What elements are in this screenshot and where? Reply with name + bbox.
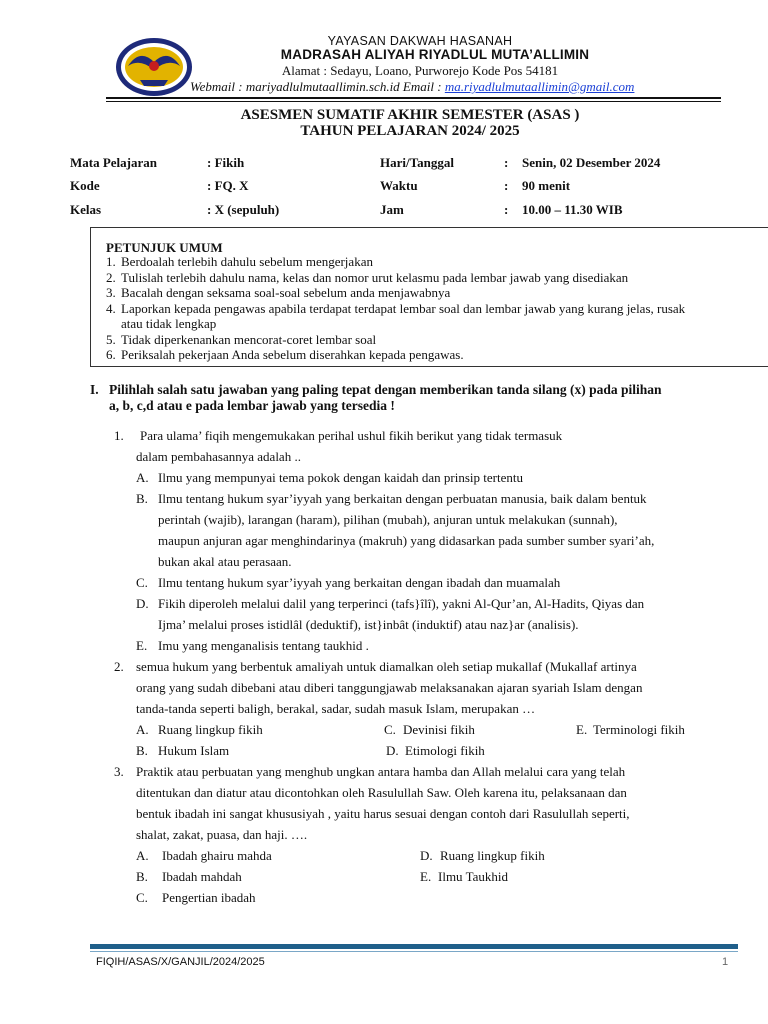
list-item: 5. Tidak diperkenankan mencorat-coret lembar soal xyxy=(106,331,377,347)
instructions-list xyxy=(106,254,768,363)
list-item: 1. Berdoalah terlebih dahulu sebelum mengerjakan xyxy=(106,254,373,269)
list-item: 6. Periksalah pekerjaan Anda sebelum diserahkan kepada pengawas. xyxy=(106,347,464,362)
option-text: Ilmu tentang hukum syar’iyyah yang berkaitan dengan ibadah dan muamalah xyxy=(158,575,561,590)
footer-line xyxy=(90,951,738,952)
question-3-text-line: ditentukan dan diatur atau dicontohkan oleh Rasulullah Saw. Oleh karena itu, pelaksanaan dan xyxy=(136,785,627,800)
list-item: atau tidak lengkap xyxy=(121,316,217,331)
option-text: Hukum Islam xyxy=(158,743,230,758)
option-letter: A. xyxy=(136,470,149,485)
exam-title: ASESMEN SUMATIF AKHIR SEMESTER (ASAS ) xyxy=(240,107,580,123)
question-3-text-line: bentuk ibadah ini sangat khususiyah , yaitu harus sesuai dengan contoh dari Rasulullah seperti, xyxy=(136,806,630,821)
question-2-text-line: orang yang sudah dibebani atau diberi tanggungjawab melaksanakan ajaran syariah Islam dengan xyxy=(136,680,643,695)
section-number: I. xyxy=(90,382,99,397)
school-logo xyxy=(114,36,194,98)
option-text: Ilmu yang mempunyai tema pokok dengan kaidah dan prinsip tertentu xyxy=(158,470,523,485)
info-value-time: 10.00 – 11.30 WIB xyxy=(522,202,623,217)
info-label-date: Hari/Tanggal xyxy=(380,155,454,170)
option-text: Ruang lingkup fikih xyxy=(440,848,545,863)
footer-bar xyxy=(90,944,738,949)
question-1-text-line: dalam pembahasannya adalah .. xyxy=(136,449,301,464)
option-text: Terminologi fikih xyxy=(593,722,685,737)
page-number: 1 xyxy=(722,956,729,968)
info-label-class: Kelas xyxy=(70,202,102,217)
option-text: maupun anjuran agar menghindarinya (makruh) yang didasarkan pada sumber sumber syari’ah, xyxy=(158,533,655,548)
question-3-number: 3. xyxy=(114,764,124,779)
info-value-duration: 90 menit xyxy=(522,178,571,193)
option-letter: B. xyxy=(136,869,148,884)
info-value-class: : X (sepuluh) xyxy=(207,202,280,217)
question-1-text-line: Para ulama’ fiqih mengemukakan perihal ushul fikih berikut yang tidak termasuk xyxy=(140,428,563,443)
email-link[interactable]: ma.riyadlulmutaallimin@gmail.com xyxy=(444,79,635,94)
school-contact xyxy=(190,79,730,95)
info-label-duration: Waktu xyxy=(380,178,418,193)
option-letter: B. xyxy=(136,743,148,758)
contact-prefix: Webmail : mariyadlulmutaallimin.sch.id Email : xyxy=(190,79,445,94)
info-label-time: Jam xyxy=(380,202,404,217)
footer-document-code: FIQIH/ASAS/X/GANJIL/2024/2025 xyxy=(96,956,265,968)
option-text: perintah (wajib), larangan (haram), pilihan (mubah), anjuran untuk melakukan (sunnah), xyxy=(158,512,618,527)
info-colon-time: : xyxy=(504,202,509,217)
option-text: Ibadah mahdah xyxy=(162,869,242,884)
option-text: Devinisi fikih xyxy=(403,722,475,737)
option-letter: D. xyxy=(136,596,149,611)
list-item: 3. Bacalah dengan seksama soal-soal sebelum anda menjawabnya xyxy=(106,285,451,300)
school-address: Alamat : Sedayu, Loano, Purworejo Kode Pos 54181 xyxy=(281,63,559,78)
option-letter: E. xyxy=(576,722,588,737)
option-letter: C. xyxy=(136,575,148,590)
question-2-number: 2. xyxy=(114,659,124,674)
option-letter: C. xyxy=(384,722,396,737)
info-colon-date: : xyxy=(504,155,509,170)
academic-year: TAHUN PELAJARAN 2024/ 2025 xyxy=(300,123,520,139)
option-letter: A. xyxy=(136,722,149,737)
option-text: Pengertian ibadah xyxy=(162,890,256,905)
option-letter: B. xyxy=(136,491,148,506)
option-text: Ruang lingkup fikih xyxy=(158,722,263,737)
option-letter: A. xyxy=(136,848,149,863)
option-letter: D. xyxy=(420,848,433,863)
list-item: 2. Tulislah terlebih dahulu nama, kelas dan nomor urut kelasmu pada lembar jawab yang disediakan xyxy=(106,269,629,285)
question-2-text-line: tanda-tanda seperti baligh, berakal, sadar, sudah masuk Islam, merupakan … xyxy=(136,701,536,716)
option-letter: E. xyxy=(420,869,432,884)
info-label-subject: Mata Pelajaran xyxy=(70,155,158,170)
header-divider-thin xyxy=(106,101,721,102)
section-heading xyxy=(90,382,750,414)
question-2-text-line: semua hukum yang berbentuk amaliyah untuk diamalkan oleh setiap mukallaf (Mukallaf artinya xyxy=(136,659,637,674)
option-text: Ilmu tentang hukum syar’iyyah yang berkaitan dengan perbuatan manusia, baik dalam bentuk xyxy=(158,491,647,506)
foundation-name: YAYASAN DAKWAH HASANAH xyxy=(327,34,513,48)
school-name: MADRASAH ALIYAH RIYADLUL MUTA’ALLIMIN xyxy=(280,47,590,62)
info-label-code: Kode xyxy=(70,178,100,193)
option-letter: E. xyxy=(136,638,148,653)
option-letter: D. xyxy=(386,743,399,758)
option-text: Ijma’ melalui proses istidlâl (deduktif), ist}inbât (induktif) atau naz}ar (analisis). xyxy=(158,617,579,632)
section-instruction-line1: Pilihlah salah satu jawaban yang paling tepat dengan memberikan tanda silang (x) pada pilihan xyxy=(109,382,662,397)
instructions-title: PETUNJUK UMUM xyxy=(106,240,223,255)
info-colon-duration: : xyxy=(504,178,509,193)
list-item: 4. Laporkan kepada pengawas apabila terdapat terdapat lembar soal dan lembar jawab yang kurang jelas, rusak xyxy=(106,300,686,316)
info-value-code: : FQ. X xyxy=(207,178,249,193)
info-value-subject: : Fikih xyxy=(207,155,245,170)
info-value-date: Senin, 02 Desember 2024 xyxy=(522,155,661,170)
question-3-text-line: Praktik atau perbuatan yang menghub ungkan antara hamba dan Allah melalui cara yang telah xyxy=(136,764,626,779)
option-text: Ibadah ghairu mahda xyxy=(162,848,272,863)
option-text: Fikih diperoleh melalui dalil yang terperinci (tafs}îlî), yakni Al-Qur’an, Al-Hadits, Qiyas dan xyxy=(158,596,645,611)
question-3-text-line: shalat, zakat, puasa, dan haji. …. xyxy=(136,827,308,842)
option-text: Imu yang menganalisis tentang taukhid . xyxy=(158,638,369,653)
option-letter: C. xyxy=(136,890,148,905)
header-divider xyxy=(106,97,721,99)
question-1-number: 1. xyxy=(114,428,124,443)
option-text: Ilmu Taukhid xyxy=(438,869,508,884)
section-instruction-line2: a, b, c,d atau e pada lembar jawab yang tersedia ! xyxy=(109,398,395,413)
option-text: Etimologi fikih xyxy=(405,743,485,758)
option-text: bukan akal atau perasaan. xyxy=(158,554,292,569)
